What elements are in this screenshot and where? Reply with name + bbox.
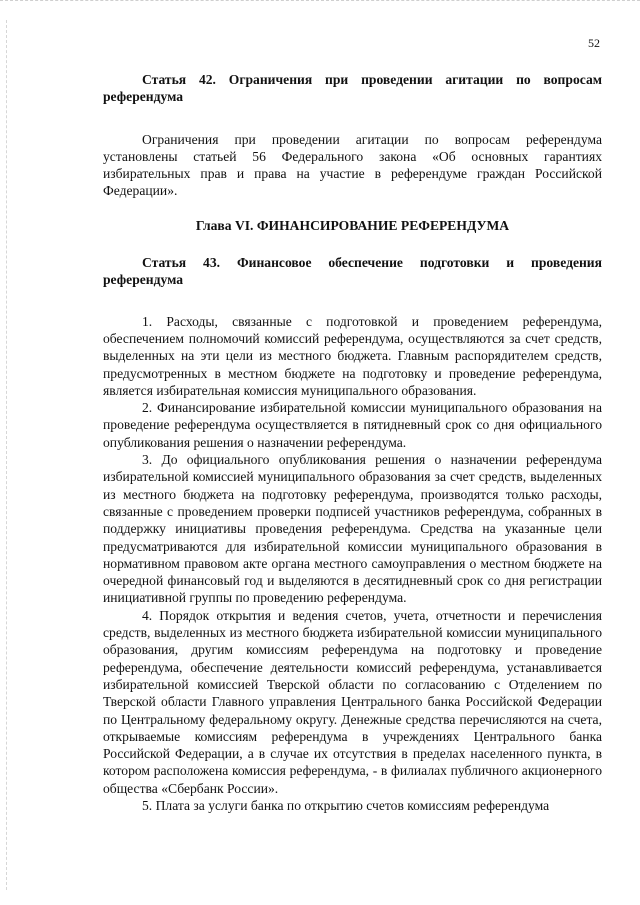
scan-edge-top xyxy=(0,0,640,4)
article-43-paragraph-1: 1. Расходы, связанные с подготовкой и проведением референдума, обеспечением полномочий комиссий референдума, осуществляются за счет средств, выделенных на эти цели из местного бюджета. Главным распорядителем средств, предусмотренных в местном бюджете на подготовку и проведение референдума, является избирательная комиссия муниципального образования. xyxy=(103,313,602,398)
scan-edge-left xyxy=(6,20,8,890)
chapter-title: Глава VI. ФИНАНСИРОВАНИЕ РЕФЕРЕНДУМА xyxy=(195,217,510,233)
article-43-paragraph-2: 2. Финансирование избирательной комиссии муниципального образования на проведение референдума осуществляется в пятидневный срок со дня официального опубликования решения о назначении референдума. xyxy=(103,400,602,450)
article-43-paragraph-5: 5. Плата за услуги банка по открытию счетов комиссиям референдума xyxy=(142,797,550,813)
article-43-title: Статья 43. Финансовое обеспечение подготовки и проведения референдума xyxy=(103,255,602,288)
document-body xyxy=(103,71,602,814)
article-43-paragraph-3: 3. До официального опубликования решения о назначении референдума избирательной комиссией муниципального образования за счет средств, выделенных из местного бюджета на подготовку референдума, производятся только расходы, связанные с проведением проверки подписей участников референдума, собранных в поддержку инициативы проведения референдума. Средства на указанные цели предусматриваются для избирательной комиссии муниципального образования в нормативном правовом акте органа местного самоуправления о местном бюджете на очередной финансовый год и выделяются в десятидневный срок со дня регистрации инициативной группы по проведению референдума. xyxy=(103,452,602,606)
article-43-paragraph-4: 4. Порядок открытия и ведения счетов, учета, отчетности и перечисления средств, выделенных из местного бюджета избирательной комиссии муниципального образования, другим комиссиям референдума на подготовку и проведение референдума, обеспечение деятельности комиссий референдума, устанавливается избирательной комиссией Тверской области по согласованию с Отделением по Тверской области Главного управления Центрального банка Российской Федерации по Центральному федеральному округу. Денежные средства перечисляются на счета, открываемые комиссиям референдума в учреждениях Центрального банка Российской Федерации, а в случае их отсутствия в пределах населенного пункта, в котором расположена комиссия референдума, - в филиалах публичного акционерного общества «Сбербанк России». xyxy=(103,607,602,796)
article-42-title: Статья 42. Ограничения при проведении агитации по вопросам референдума xyxy=(103,72,602,105)
page-number: 52 xyxy=(588,36,600,50)
article-42-text: Ограничения при проведении агитации по вопросам референдума установлены статьей 56 Федерального закона «Об основных гарантиях избирательных прав и права на участие в референдуме граждан Российской Федерации». xyxy=(103,131,602,199)
